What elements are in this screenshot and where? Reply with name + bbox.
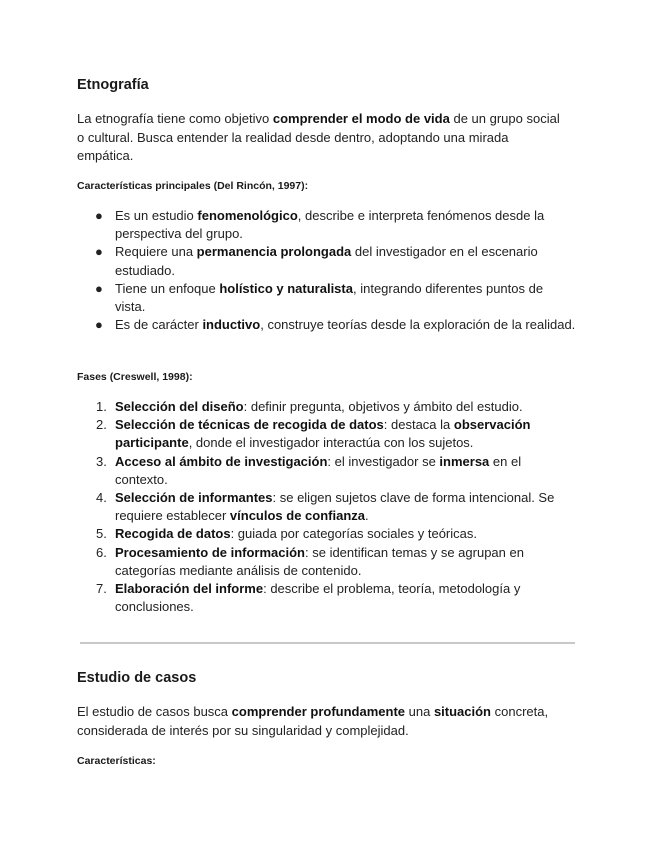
item-text: : se eligen sujetos clave de forma intencional. Se requiere establecer [115, 490, 555, 524]
intro-text-1: El estudio de casos busca [77, 704, 232, 719]
bullet-icon: ● [95, 208, 103, 223]
fases-list [77, 398, 577, 616]
fases-heading: Fases (Creswell, 1998): [77, 371, 193, 383]
list-item [77, 525, 577, 543]
item-bold: inmersa [439, 453, 490, 469]
list-number: 3. [96, 453, 107, 469]
list-item [77, 489, 577, 525]
list-number: 7. [96, 581, 107, 597]
item-bold: Elaboración del informe [115, 581, 264, 597]
item-text: Es un estudio [115, 208, 198, 223]
intro-text-2: de un grupo social o cultural. Busca entender la realidad desde dentro, adoptando una mirada empática. [77, 111, 560, 163]
section-divider [80, 642, 575, 644]
intro-bold-1: comprender profundamente [231, 704, 406, 719]
etnografia-intro [77, 110, 567, 166]
bullet-icon: ● [95, 244, 103, 260]
intro-bold-2: situación [433, 704, 492, 719]
intro-bold-1: comprender el modo de vida [272, 111, 450, 126]
item-bold: Selección de informantes [115, 490, 273, 506]
list-item [77, 398, 577, 416]
item-bold: Recogida de datos [115, 526, 231, 542]
item-text: , donde el investigador interactúa con los sujetos. [188, 435, 474, 451]
item-text: : definir pregunta, objetivos y ámbito del estudio. [243, 399, 523, 414]
item-text: , construye teorías desde la exploración de la realidad. [260, 317, 576, 333]
list-number: 2. [96, 417, 107, 433]
casos-caracteristicas-heading: Características: [77, 755, 156, 767]
list-item [77, 280, 577, 316]
caracteristicas-list [77, 207, 577, 334]
item-bold: Selección de técnicas de recogida de datos [115, 417, 384, 433]
item-bold: Selección del diseño [115, 399, 244, 414]
item-text: , integrando diferentes puntos de vista. [115, 280, 544, 315]
item-text: del investigador en el escenario estudiado. [115, 244, 538, 278]
casos-intro [77, 703, 567, 740]
item-bold: observación participante [115, 417, 531, 451]
bullet-icon: ● [95, 317, 103, 333]
item-bold: Acceso al ámbito de investigación [115, 453, 328, 469]
list-item [77, 207, 577, 243]
list-item [77, 416, 577, 452]
item-bold: holístico y naturalista [219, 280, 353, 296]
item-text: : el investigador se [327, 453, 440, 469]
item-text: en el contexto. [115, 453, 522, 487]
item-bold: vínculos de confianza [229, 508, 365, 524]
list-number: 4. [96, 490, 107, 506]
list-item [77, 544, 577, 580]
item-bold: Procesamiento de información [115, 544, 305, 560]
item-text: . [365, 508, 369, 524]
item-bold: fenomenológico [197, 208, 298, 223]
list-number: 5. [96, 526, 107, 542]
item-text: Requiere una [115, 244, 197, 260]
item-text: : describe el problema, teoría, metodología y conclusiones. [115, 581, 521, 615]
section-title-estudio-de-casos: Estudio de casos [77, 670, 197, 686]
item-text: : guiada por categorías sociales y teóricas. [230, 526, 477, 542]
list-number: 1. [96, 399, 107, 414]
item-bold: permanencia prolongada [196, 244, 352, 260]
item-text: : se identifican temas y se agrupan en categorías mediante análisis de contenido. [115, 544, 524, 578]
item-text: : destaca la [383, 417, 454, 433]
caracteristicas-heading: Características principales (Del Rincón, 1997): [77, 180, 309, 192]
list-item [77, 580, 577, 616]
intro-text-2: una [405, 704, 434, 719]
list-number: 6. [96, 544, 107, 560]
list-item [77, 316, 577, 334]
intro-text-1: La etnografía tiene como objetivo [77, 111, 273, 126]
item-text: Tiene un enfoque [115, 280, 220, 296]
bullet-icon: ● [95, 280, 103, 296]
item-text: Es de carácter [115, 317, 203, 333]
list-item [77, 453, 577, 489]
section-title-etnografia: Etnografía [77, 77, 149, 93]
item-bold: inductivo [202, 317, 261, 333]
item-text: , describe e interpreta fenómenos desde la perspectiva del grupo. [115, 208, 545, 242]
intro-text-3: concreta, considerada de interés por su singularidad y complejidad. [77, 704, 549, 738]
list-item [77, 243, 577, 279]
